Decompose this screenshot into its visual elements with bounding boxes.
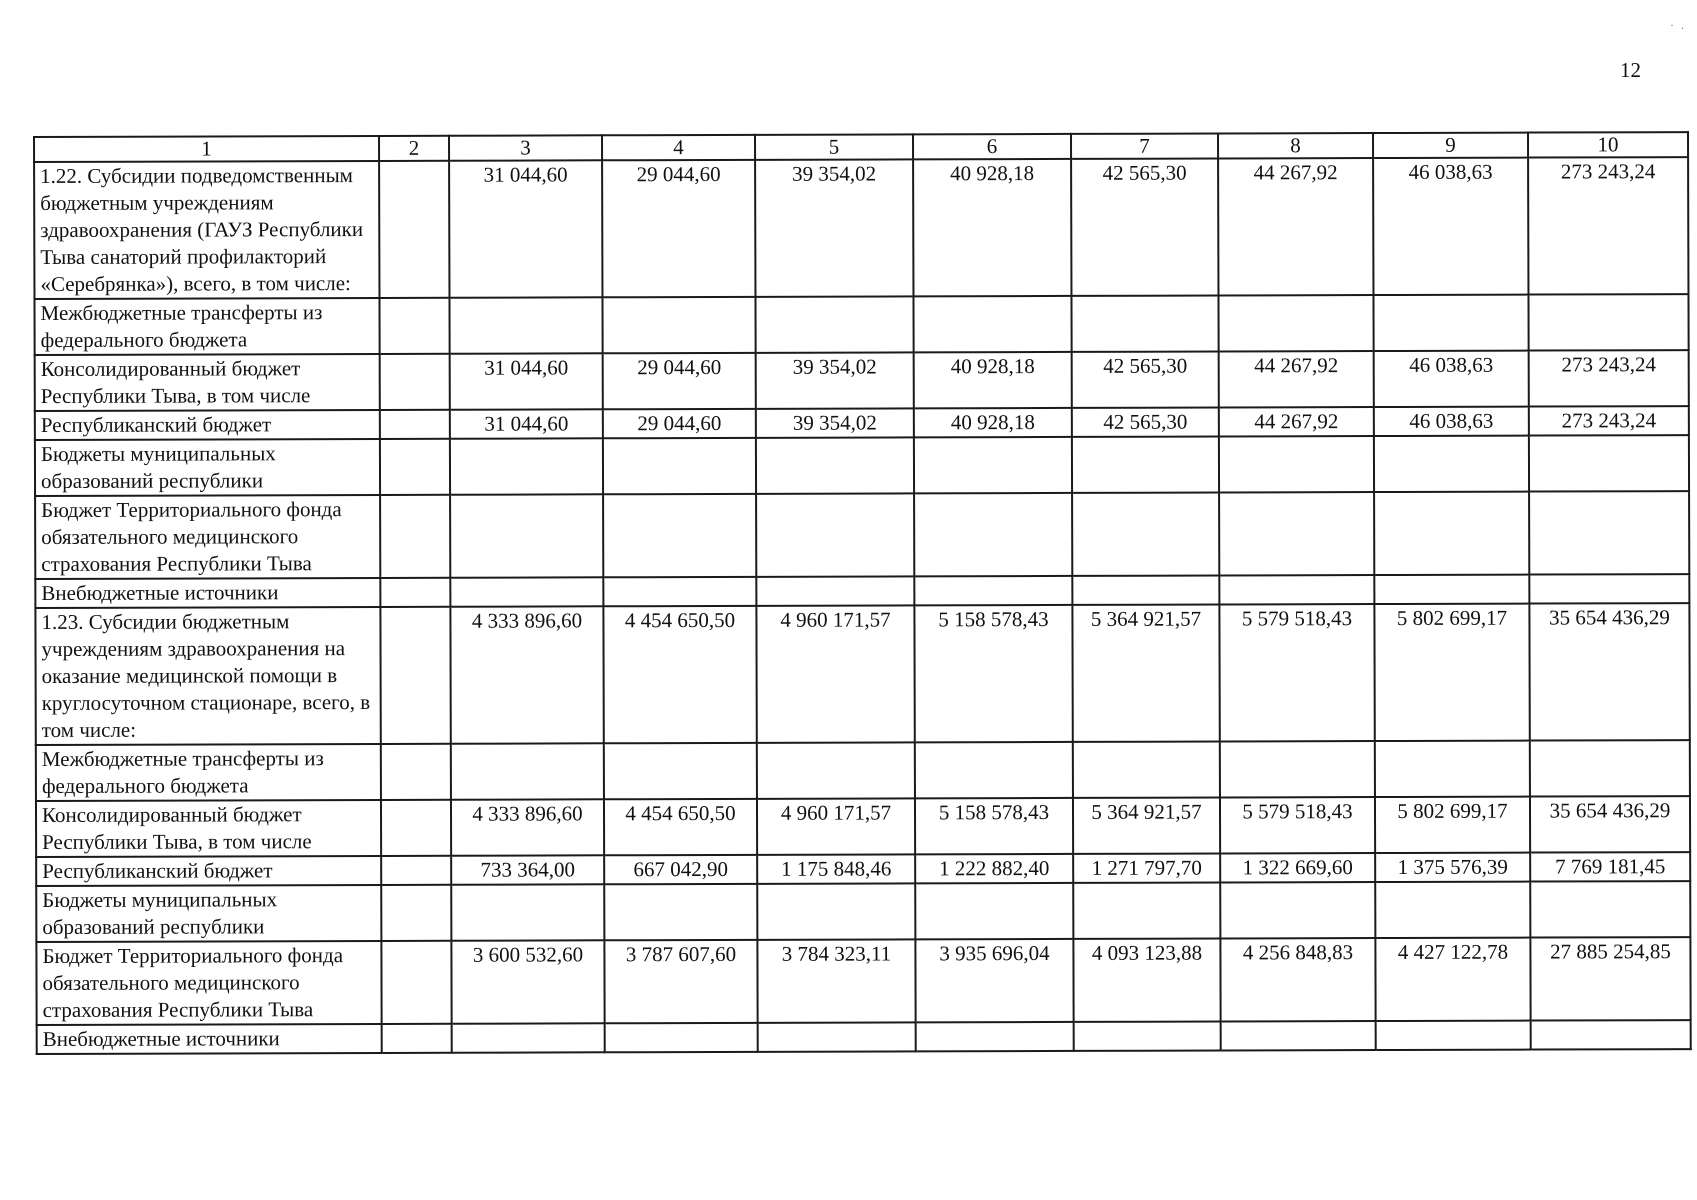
value-cell: 4 960 171,57 [757, 798, 915, 854]
value-cell [603, 438, 756, 494]
value-cell: 733 364,00 [451, 855, 604, 884]
page-number: 12 [1620, 58, 1641, 82]
value-cell: 29 044,60 [602, 160, 755, 297]
value-cell: 42 565,30 [1071, 158, 1218, 295]
value-cell: 27 885 254,85 [1530, 937, 1690, 1020]
value-cell [602, 297, 755, 353]
value-cell [603, 494, 756, 577]
column-header: 9 [1373, 133, 1528, 158]
column-header: 7 [1071, 133, 1218, 158]
row-col2-cell [379, 161, 449, 298]
value-cell [1074, 1021, 1221, 1050]
value-cell: 5 158 578,43 [914, 605, 1072, 742]
value-cell [1072, 492, 1219, 575]
value-cell: 4 093 123,88 [1073, 938, 1220, 1021]
value-cell [1376, 1021, 1531, 1050]
row-label: Республиканский бюджет [36, 856, 381, 886]
value-cell [1373, 295, 1528, 351]
value-cell [1220, 741, 1375, 797]
column-header: 4 [602, 135, 755, 160]
value-cell [450, 438, 603, 494]
value-cell [1072, 436, 1219, 492]
value-cell [1218, 295, 1373, 351]
value-cell: 5 364 921,57 [1072, 604, 1219, 741]
row-col2-cell [380, 410, 450, 439]
value-cell: 4 960 171,57 [756, 605, 914, 742]
value-cell: 1 271 797,70 [1073, 853, 1220, 882]
value-cell: 5 579 518,43 [1220, 797, 1375, 853]
row-label: Консолидированный бюджет Республики Тыва, в том числе [35, 354, 380, 411]
value-cell [913, 296, 1071, 352]
column-header: 6 [913, 134, 1071, 159]
value-cell: 5 579 518,43 [1219, 604, 1374, 741]
row-col2-cell [380, 439, 450, 495]
row-label: 1.23. Субсидии бюджетным учреждениям здравоохранения на оказание медицинской помощи в круглосуточном стационаре, всего, в том числе: [35, 607, 380, 745]
value-cell: 44 267,92 [1219, 351, 1374, 407]
table-row [36, 796, 1690, 857]
value-cell [915, 883, 1073, 939]
value-cell [1375, 741, 1530, 797]
value-cell [757, 742, 915, 798]
value-cell [914, 437, 1072, 493]
table-row [35, 603, 1689, 745]
value-cell [451, 884, 604, 940]
row-col2-cell [381, 800, 451, 856]
value-cell [915, 742, 1073, 798]
value-cell [604, 884, 757, 940]
row-label: Межбюджетные трансферты из федерального бюджета [34, 298, 379, 355]
value-cell: 42 565,30 [1072, 351, 1219, 407]
row-col2-cell [380, 354, 450, 410]
row-col2-cell [379, 298, 449, 354]
value-cell [1219, 575, 1374, 604]
row-col2-cell [380, 578, 450, 607]
value-cell: 4 333 896,60 [450, 606, 603, 743]
table-row [37, 1020, 1691, 1054]
value-cell: 1 175 848,46 [757, 854, 915, 883]
row-label: Бюджеты муниципальных образований республики [36, 885, 381, 942]
row-label: Межбюджетные трансферты из федерального бюджета [36, 744, 381, 801]
value-cell [1374, 492, 1529, 575]
value-cell [603, 577, 756, 606]
row-col2-cell [382, 1024, 452, 1053]
row-label: Консолидированный бюджет Республики Тыва, в том числе [36, 800, 381, 857]
column-header: 8 [1218, 133, 1373, 158]
value-cell [1221, 1021, 1376, 1050]
value-cell [1530, 740, 1690, 796]
value-cell [451, 743, 604, 799]
value-cell: 40 928,18 [914, 408, 1072, 437]
value-cell: 273 243,24 [1529, 350, 1689, 406]
value-cell: 5 802 699,17 [1374, 604, 1529, 741]
value-cell [1375, 882, 1530, 938]
row-label: Внебюджетные источники [37, 1024, 382, 1054]
value-cell [1531, 1020, 1691, 1049]
column-header: 3 [449, 135, 602, 160]
value-cell [1528, 294, 1688, 350]
table-row [34, 157, 1688, 299]
row-col2-cell [381, 885, 451, 941]
column-header: 10 [1528, 132, 1688, 157]
value-cell: 273 243,24 [1529, 406, 1689, 435]
value-cell [1219, 492, 1374, 575]
row-label: Бюджет Территориального фонда обязательного медицинского страхования Республики Тыва [36, 941, 381, 1025]
value-cell: 5 802 699,17 [1375, 797, 1530, 853]
row-label: 1.22. Субсидии подведомственным бюджетным учреждениям здравоохранения (ГАУЗ Республики Тыва санаторий профилакторий «Серебрянка»), всего, в том числе: [34, 161, 379, 299]
value-cell [1529, 491, 1689, 574]
value-cell [450, 494, 603, 577]
table-row [36, 937, 1690, 1025]
value-cell: 46 038,63 [1374, 351, 1529, 407]
value-cell: 46 038,63 [1373, 158, 1528, 295]
value-cell: 46 038,63 [1374, 407, 1529, 436]
value-cell: 667 042,90 [604, 855, 757, 884]
value-cell: 4 256 848,83 [1220, 938, 1375, 1021]
value-cell [604, 743, 757, 799]
value-cell [1530, 881, 1690, 937]
value-cell: 273 243,24 [1528, 157, 1688, 294]
value-cell [755, 296, 913, 352]
value-cell: 4 454 650,50 [603, 606, 756, 743]
value-cell: 40 928,18 [914, 352, 1072, 408]
value-cell: 4 454 650,50 [604, 799, 757, 855]
column-header: 1 [34, 136, 379, 162]
value-cell: 39 354,02 [756, 352, 914, 408]
value-cell: 31 044,60 [450, 353, 603, 409]
value-cell [914, 576, 1072, 605]
scan-artifact: · . [1670, 18, 1686, 32]
row-col2-cell [380, 495, 450, 578]
value-cell [1072, 575, 1219, 604]
value-cell: 3 935 696,04 [915, 939, 1073, 1022]
value-cell: 39 354,02 [755, 159, 913, 296]
value-cell: 7 769 181,45 [1530, 852, 1690, 881]
value-cell: 31 044,60 [449, 160, 602, 297]
value-cell: 1 375 576,39 [1375, 853, 1530, 882]
value-cell: 44 267,92 [1219, 407, 1374, 436]
column-header: 2 [379, 136, 449, 161]
table-row [35, 350, 1689, 411]
value-cell: 1 222 882,40 [915, 854, 1073, 883]
table-body [34, 157, 1691, 1054]
value-cell [1374, 436, 1529, 492]
value-cell: 42 565,30 [1072, 407, 1219, 436]
value-cell [1219, 436, 1374, 492]
row-col2-cell [380, 607, 450, 744]
value-cell [756, 493, 914, 576]
value-cell: 44 267,92 [1218, 158, 1373, 295]
column-header: 5 [755, 134, 913, 159]
table-row [36, 740, 1690, 801]
table-row [35, 491, 1689, 579]
table-row [34, 294, 1688, 355]
budget-table [33, 131, 1692, 1055]
value-cell [1073, 882, 1220, 938]
value-cell: 4 427 122,78 [1375, 938, 1530, 1021]
value-cell [1071, 295, 1218, 351]
value-cell [605, 1023, 758, 1052]
row-col2-cell [381, 856, 451, 885]
value-cell: 1 322 669,60 [1220, 853, 1375, 882]
value-cell: 5 158 578,43 [915, 798, 1073, 854]
value-cell [449, 297, 602, 353]
value-cell: 3 787 607,60 [604, 940, 757, 1023]
row-label: Бюджет Территориального фонда обязательного медицинского страхования Республики Тыва [35, 495, 380, 579]
value-cell [916, 1022, 1074, 1051]
value-cell [757, 883, 915, 939]
value-cell [1374, 575, 1529, 604]
value-cell: 4 333 896,60 [451, 799, 604, 855]
value-cell: 40 928,18 [913, 159, 1071, 296]
table-row [35, 435, 1689, 496]
value-cell [452, 1023, 605, 1052]
value-cell: 3 784 323,11 [757, 939, 915, 1022]
value-cell [756, 576, 914, 605]
value-cell: 5 364 921,57 [1073, 797, 1220, 853]
row-col2-cell [381, 941, 451, 1024]
value-cell [450, 577, 603, 606]
value-cell: 3 600 532,60 [451, 940, 604, 1023]
value-cell: 31 044,60 [450, 409, 603, 438]
value-cell [1073, 741, 1220, 797]
value-cell: 29 044,60 [603, 409, 756, 438]
value-cell: 35 654 436,29 [1529, 603, 1689, 740]
row-label: Республиканский бюджет [35, 410, 380, 440]
value-cell [914, 493, 1072, 576]
table-row [36, 881, 1690, 942]
value-cell: 35 654 436,29 [1530, 796, 1690, 852]
row-label: Внебюджетные источники [35, 578, 380, 608]
row-label: Бюджеты муниципальных образований республики [35, 439, 380, 496]
row-col2-cell [381, 744, 451, 800]
value-cell: 39 354,02 [756, 408, 914, 437]
value-cell: 29 044,60 [603, 353, 756, 409]
value-cell [1529, 435, 1689, 491]
value-cell [1529, 574, 1689, 603]
value-cell [758, 1022, 916, 1051]
value-cell [1220, 882, 1375, 938]
value-cell [756, 437, 914, 493]
